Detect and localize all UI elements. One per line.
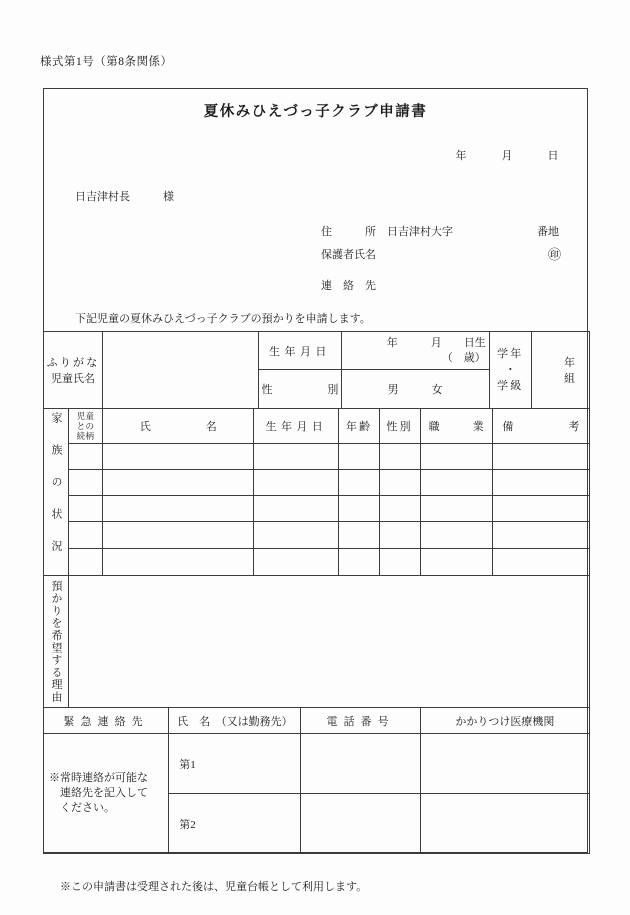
contact1-name-cell: 第1 xyxy=(169,734,301,794)
child-name-label: 児童氏名 xyxy=(51,373,96,385)
relation-cell xyxy=(69,444,103,470)
reason-section-label: 預かりを希望する理由 xyxy=(44,576,69,708)
occupation-cell xyxy=(420,549,492,576)
child-name-header xyxy=(44,332,103,409)
guardian-label: 保護者氏名 xyxy=(321,248,376,261)
contact2-name-cell: 第2 xyxy=(169,794,301,854)
contact2-phone-cell xyxy=(301,794,420,854)
dob-label: 生年月日 xyxy=(259,332,341,370)
remarks-cell xyxy=(492,522,589,549)
sex-options: 男 女 xyxy=(341,370,489,409)
dob-cell xyxy=(254,444,339,470)
address-value: 日吉津村大字 xyxy=(387,226,453,238)
contact-label: 連 絡 先 xyxy=(321,280,376,292)
grade-class-suffix: 組 xyxy=(564,373,575,385)
age-cell xyxy=(339,522,379,549)
emergency-row-1 xyxy=(44,734,590,794)
occupation-cell xyxy=(420,444,492,470)
relation-cell xyxy=(69,496,103,522)
family-row xyxy=(44,549,590,576)
form-sheet xyxy=(43,88,588,853)
remarks-cell xyxy=(492,470,589,496)
age-cell xyxy=(339,444,379,470)
name-cell xyxy=(103,549,254,576)
family-row xyxy=(44,496,590,522)
occupation-cell xyxy=(420,470,492,496)
date-field: 年 月 日 xyxy=(455,150,559,162)
emergency-header: 緊急連絡先 xyxy=(44,708,169,734)
address-label: 住 所 xyxy=(321,226,376,238)
sex-label: 性 別 xyxy=(259,370,341,409)
dob-field xyxy=(341,332,489,370)
form-title: 夏休みひえづっ子クラブ申請書 xyxy=(203,104,428,120)
address-line xyxy=(321,223,559,239)
occupation-cell xyxy=(420,522,492,549)
age-cell xyxy=(339,549,379,576)
grade-year-suffix: 年 xyxy=(564,357,575,369)
emergency-note: ※常時連絡が可能な 連絡先を記入して ください。 xyxy=(44,734,169,854)
addressee: 日吉津村長 様 xyxy=(75,191,174,203)
name-cell xyxy=(103,496,254,522)
sex-cell xyxy=(379,470,420,496)
declaration-text: 下記児童の夏休みひえづっ子クラブの預かりを申請します。 xyxy=(75,313,371,325)
emergency-phone-header: 電話番号 xyxy=(301,708,420,734)
sex-cell xyxy=(379,522,420,549)
relation-cell xyxy=(69,522,103,549)
contact1-phone-cell xyxy=(301,734,420,794)
emergency-clinic-header: かかりつけ医療機関 xyxy=(420,708,589,734)
form-number: 様式第1号（第8条関係） xyxy=(40,56,173,68)
family-occupation-header: 職 業 xyxy=(420,409,492,444)
dob-cell xyxy=(254,549,339,576)
name-cell xyxy=(103,444,254,470)
remarks-cell xyxy=(492,549,589,576)
grade-label: 学年 ・ 学級 xyxy=(489,332,531,409)
family-table xyxy=(43,408,590,576)
dob-cell xyxy=(254,470,339,496)
dob-cell xyxy=(254,496,339,522)
reason-field xyxy=(69,576,590,708)
address-suffix: 番地 xyxy=(537,226,559,238)
remarks-cell xyxy=(492,444,589,470)
child-name-field xyxy=(103,332,259,409)
dob-cell xyxy=(254,522,339,549)
name-cell xyxy=(103,470,254,496)
dob-field-line1: 年 月 日生 xyxy=(386,336,486,349)
emergency-name-header: 氏 名 （又は勤務先） xyxy=(169,708,301,734)
sex-cell xyxy=(379,496,420,522)
occupation-cell xyxy=(420,496,492,522)
contact2-clinic-cell xyxy=(420,794,589,854)
family-dob-header: 生年月日 xyxy=(254,409,339,444)
name-cell xyxy=(103,522,254,549)
family-name-header: 氏 名 xyxy=(103,409,254,444)
reason-table xyxy=(43,575,590,708)
family-age-header: 年齢 xyxy=(339,409,379,444)
contact1-clinic-cell xyxy=(420,734,589,794)
dob-field-line2: （ 歳） xyxy=(441,351,486,364)
footer-note: ※この申請書は受理された後は、児童台帳として利用します。 xyxy=(60,881,368,893)
family-row xyxy=(44,522,590,549)
relation-header: 児童 との 続柄 xyxy=(69,409,103,444)
age-cell xyxy=(339,496,379,522)
family-row xyxy=(44,444,590,470)
family-remarks-header: 備 考 xyxy=(492,409,589,444)
guardian-line xyxy=(321,244,561,263)
remarks-cell xyxy=(492,496,589,522)
emergency-table xyxy=(43,707,590,854)
grade-field xyxy=(531,332,589,409)
age-cell xyxy=(339,470,379,496)
family-sex-header: 性別 xyxy=(379,409,420,444)
relation-cell xyxy=(69,470,103,496)
family-section-label: 家族の状況 xyxy=(44,409,69,576)
family-row xyxy=(44,470,590,496)
sex-cell xyxy=(379,549,420,576)
furigana-label: ふりがな xyxy=(46,357,100,369)
seal-icon: ㊞ xyxy=(547,247,561,262)
child-info-table xyxy=(43,331,590,409)
sex-cell xyxy=(379,444,420,470)
relation-cell xyxy=(69,549,103,576)
